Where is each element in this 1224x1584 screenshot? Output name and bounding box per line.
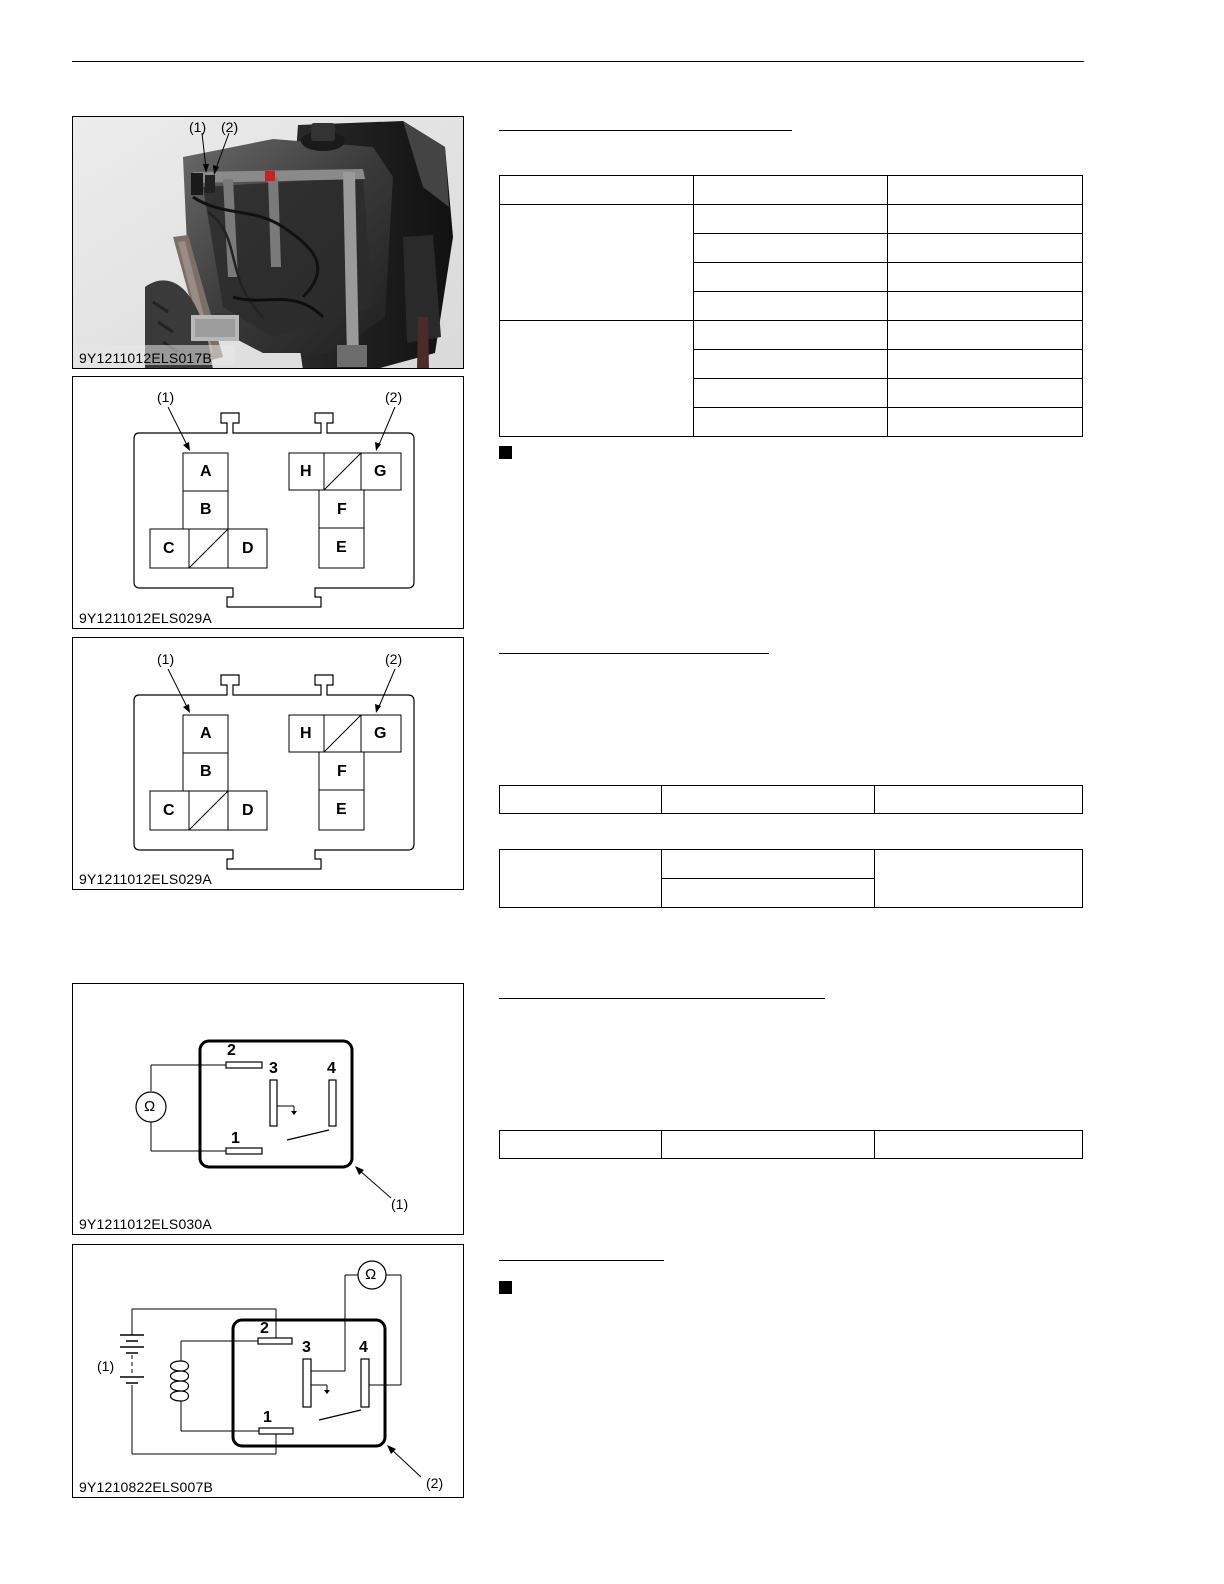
- pin-label-h: H: [300, 725, 312, 742]
- voltage-table-2: [499, 849, 1083, 908]
- pin-label-d: D: [242, 540, 254, 557]
- table-header-cell: [500, 176, 694, 205]
- ohmmeter-icon: Ω: [365, 1266, 377, 1283]
- note-bullet-icon: [499, 446, 512, 459]
- photo-callout-1: (1): [189, 119, 207, 135]
- section-heading-rule: [499, 1260, 664, 1261]
- pin-label-f: F: [337, 763, 347, 780]
- terminal-label-4: 4: [359, 1339, 368, 1356]
- connector-callout-1: (1): [157, 389, 175, 405]
- terminal-label-1: 1: [263, 1409, 272, 1426]
- photo-callout-2: (2): [221, 119, 239, 135]
- table-cell: [693, 263, 888, 292]
- table-cell: [661, 850, 875, 879]
- pin-label-c: C: [163, 802, 175, 819]
- tractor-photo: [73, 117, 464, 369]
- pin-label-c: C: [163, 540, 175, 557]
- figure-caption: 9Y1211012ELS029A: [79, 871, 212, 887]
- table-cell: [888, 350, 1083, 379]
- table-cell: [888, 205, 1083, 234]
- table-cell: [500, 786, 662, 814]
- connector-callout-1: (1): [157, 651, 175, 667]
- pin-label-a: A: [200, 463, 212, 480]
- pin-label-b: B: [200, 763, 212, 780]
- table-cell: [875, 1131, 1083, 1159]
- relay-callout-1: (1): [391, 1196, 409, 1212]
- table-cell: [693, 234, 888, 263]
- terminal-label-1: 1: [231, 1130, 240, 1147]
- table-cell: [661, 1131, 875, 1159]
- table-group-cell: [500, 205, 694, 321]
- pin-label-g: G: [374, 463, 387, 480]
- table-cell: [888, 263, 1083, 292]
- table-group-cell: [500, 850, 662, 908]
- section-heading-rule: [499, 653, 769, 654]
- figure-caption: 9Y1211012ELS030A: [79, 1216, 212, 1232]
- section-heading-rule: [499, 130, 792, 131]
- pin-label-h: H: [300, 463, 312, 480]
- pin-label-a: A: [200, 725, 212, 742]
- continuity-table: [499, 175, 1083, 437]
- relay-diagram: [73, 1245, 464, 1498]
- resistance-table: [499, 1130, 1083, 1159]
- pin-label-e: E: [336, 801, 347, 818]
- table-header-cell: [693, 176, 888, 205]
- connector-callout-2: (2): [385, 651, 403, 667]
- figure-caption: 9Y1211012ELS017B: [79, 350, 212, 366]
- ohmmeter-icon: Ω: [144, 1098, 156, 1115]
- pin-label-e: E: [336, 539, 347, 556]
- battery-callout-1: (1): [97, 1358, 115, 1374]
- connector-diagram: [73, 377, 464, 629]
- table-cell: [693, 292, 888, 321]
- table-cell: [888, 234, 1083, 263]
- photo-figure: [72, 116, 464, 369]
- connector-callout-2: (2): [385, 389, 403, 405]
- figure-caption: 9Y1211012ELS029A: [79, 610, 212, 626]
- relay-resistance-figure: [72, 983, 464, 1235]
- table-cell: [693, 205, 888, 234]
- relay-battery-figure: [72, 1244, 464, 1498]
- connector-figure-1: [72, 376, 464, 629]
- table-header-cell: [888, 176, 1083, 205]
- pin-label-g: G: [374, 725, 387, 742]
- table-cell: [888, 408, 1083, 437]
- terminal-label-2: 2: [260, 1320, 269, 1337]
- table-cell: [661, 879, 875, 908]
- connector-figure-2: [72, 637, 464, 890]
- figure-caption: 9Y1210822ELS007B: [79, 1479, 213, 1495]
- section-heading-rule: [499, 998, 825, 999]
- table-cell: [661, 786, 875, 814]
- table-cell: [693, 321, 888, 350]
- pin-label-f: F: [337, 501, 347, 518]
- terminal-label-3: 3: [269, 1060, 278, 1077]
- table-cell: [500, 1131, 662, 1159]
- table-group-cell: [500, 321, 694, 437]
- terminal-label-3: 3: [302, 1339, 311, 1356]
- connector-diagram: [73, 638, 464, 890]
- relay-callout-2: (2): [426, 1475, 444, 1491]
- table-group-cell: [875, 850, 1083, 908]
- table-cell: [693, 379, 888, 408]
- note-bullet-icon: [499, 1281, 512, 1294]
- terminal-label-2: 2: [227, 1042, 236, 1059]
- table-cell: [888, 379, 1083, 408]
- voltage-table: [499, 785, 1083, 814]
- terminal-label-4: 4: [327, 1060, 336, 1077]
- table-cell: [693, 350, 888, 379]
- pin-label-d: D: [242, 802, 254, 819]
- header-rule: [72, 61, 1084, 62]
- table-cell: [693, 408, 888, 437]
- table-cell: [888, 321, 1083, 350]
- table-cell: [875, 786, 1083, 814]
- table-cell: [888, 292, 1083, 321]
- pin-label-b: B: [200, 501, 212, 518]
